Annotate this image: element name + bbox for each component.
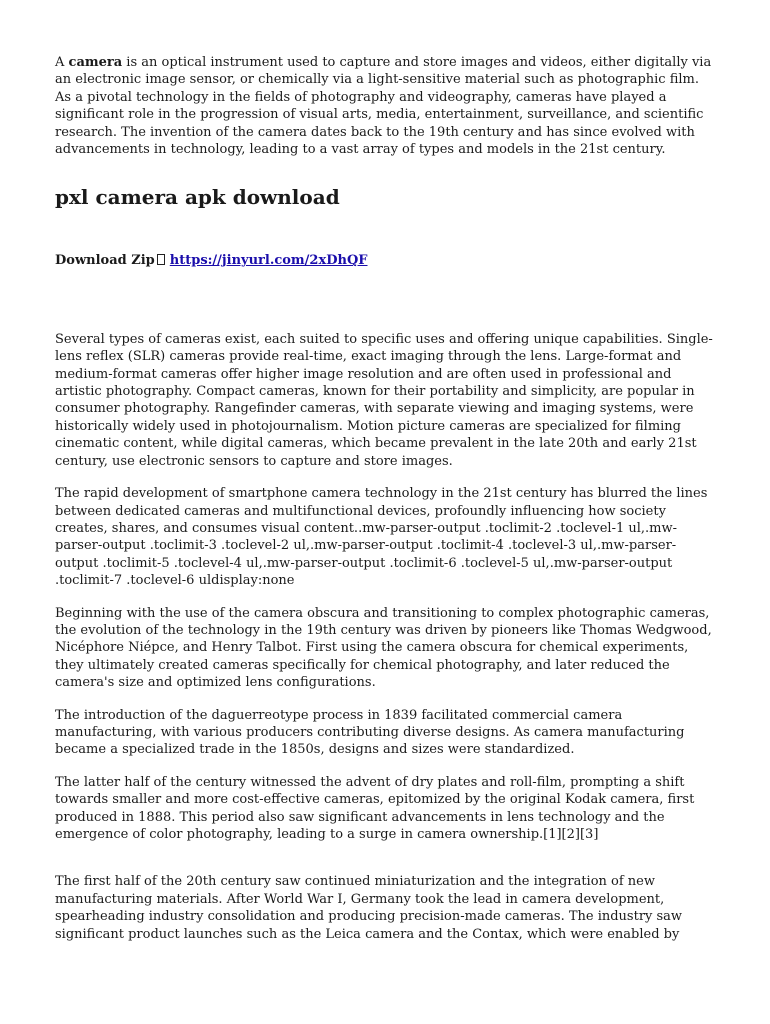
intro-text: is an optical instrument used to capture and store images and videos, either digitally via an electronic image sensor, or chemically via a light-sensitive material such as photographic film. As a pivotal technology in the fields of photography and videography, cameras have played a significant role in the progression of visual arts, media, entertainment, surveillance, and scientific research. The invention of the camera dates back to the 19th century and has since evolved with advancements in technology, leading to a vast array of types and models in the 21st century. [55,55,712,158]
download-line [55,252,715,269]
page-title: pxl camera apk download [55,185,340,210]
paragraph-smartphone: The rapid development of smartphone camera technology in the 21st century has blurred the lines between dedicated cameras and multifunctional devices, profoundly influencing how society creates, shares, and consumes visual content..mw-parser-output .toclimit-2 .toclevel-1 ul,.mw-parser-output .toclimit-3 .toclevel-2 ul,.mw-parser-output .toclimit-4 .toclevel-3 ul,.mw-parser-output .toclimit-5 .toclevel-4 ul,.mw-parser-output .toclimit-6 .toclevel-5 ul,.mw-parser-output .toclimit-7 .toclevel-6 uldisplay:none [55,486,708,589]
paragraph-camera-types: Several types of cameras exist, each suited to specific uses and offering unique capabilities. Single-lens reflex (SLR) cameras provide real-time, exact imaging through the lens. Large-format and medium-format cameras offer higher image resolution and are often used in professional and artistic photography. Compact cameras, known for their portability and simplicity, are popular in consumer photography. Rangefinder cameras, with separate viewing and imaging systems, were historically widely used in photojournalism. Motion picture cameras are specialized for filming cinematic content, while digital cameras, which became prevalent in the late 20th and early 21st century, use electronic sensors to capture and store images. [55,331,713,469]
article-body [55,54,715,958]
paragraph-20th-century: The first half of the 20th century saw continued miniaturization and the integration of new manufacturing materials. After World War I, Germany took the lead in camera development, spearheading industry consolidation and producing precision-made cameras. The industry saw significant product launches such as the Leica camera and the Contax, which were enabled by [55,874,683,942]
download-label: Download Zip [55,253,155,269]
missing-glyph-icon [157,254,165,265]
download-link[interactable]: https://jinyurl.com/2xDhQF [169,253,368,269]
paragraph-dry-plates: The latter half of the century witnessed the advent of dry plates and roll-film, prompting a shift towards smaller and more cost-effective cameras, epitomized by the original Kodak camera, first produced in 1888. This period also saw significant advancements in lens technology and the emergence of color photography, leading to a surge in camera ownership.[1][2][3] [55,774,695,842]
intro-lead-term: camera [68,55,123,70]
intro-paragraph [55,54,715,158]
intro-lead-article: A [55,55,69,70]
paragraph-daguerreotype: The introduction of the daguerreotype process in 1839 facilitated commercial camera manufacturing, with various producers contributing diverse designs. As camera manufacturing became a specialized trade in the 1850s, designs and sizes were standardized. [55,707,685,758]
paragraph-history-19th: Beginning with the use of the camera obscura and transitioning to complex photographic cameras, the evolution of the technology in the 19th century was driven by pioneers like Thomas Wedgwood, Nicéphore Niépce, and Henry Talbot. First using the camera obscura for chemical experiments, they ultimately created cameras specifically for chemical photography, and later reduced the camera's size and optimized lens configurations. [55,605,712,691]
